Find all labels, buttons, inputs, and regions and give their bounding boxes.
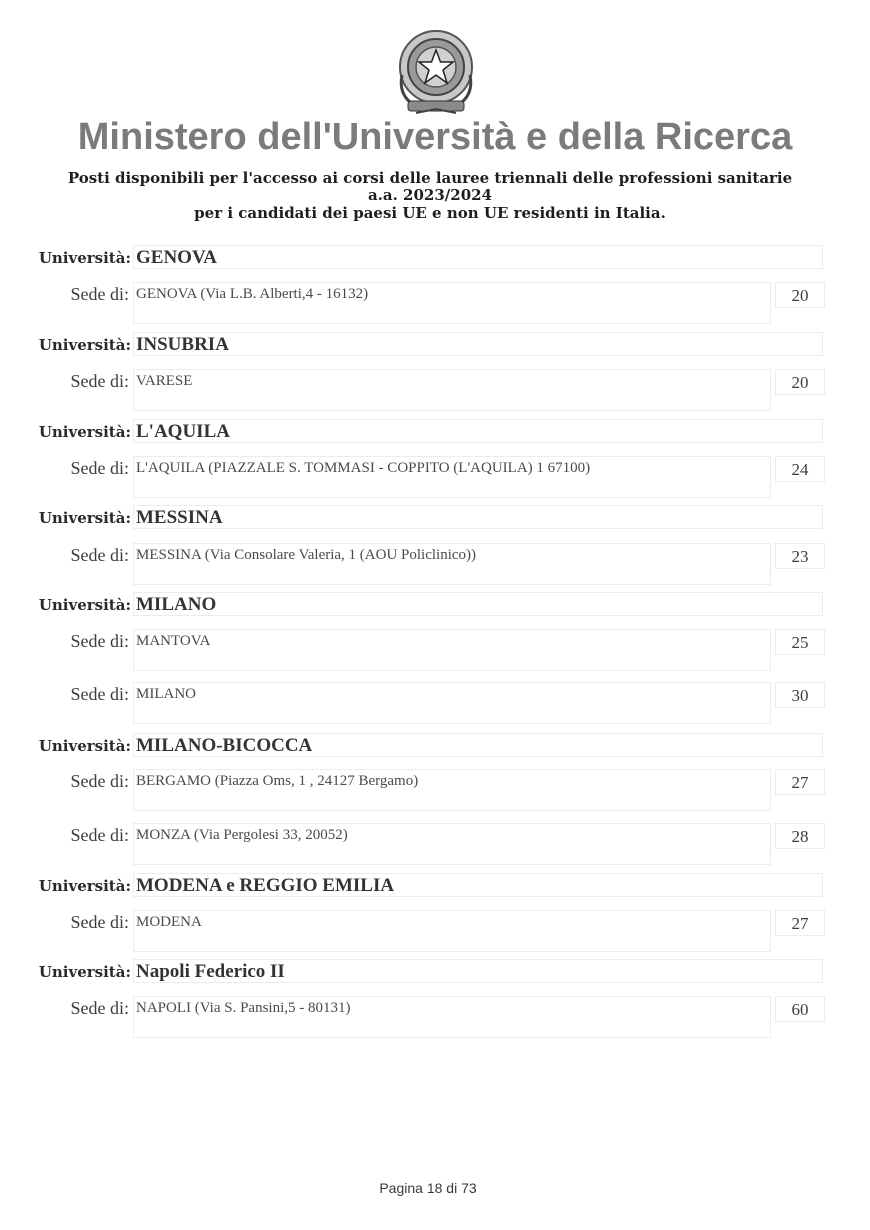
university-name-field: MILANO-BICOCCA: [133, 733, 823, 757]
university-name-field: MESSINA: [133, 505, 823, 529]
universita-label: Università:: [38, 963, 131, 981]
posti-field: 24: [775, 456, 825, 482]
subtitle-line-3: per i candidati dei paesi UE e non UE residenti in Italia.: [194, 204, 666, 222]
page-number: Pagina 18 di 73: [379, 1180, 477, 1196]
posti-field: 30: [775, 682, 825, 708]
italian-republic-emblem-icon: [392, 25, 480, 120]
universita-label: Università:: [38, 737, 131, 755]
university-name-field: INSUBRIA: [133, 332, 823, 356]
sede-field: NAPOLI (Via S. Pansini,5 - 80131): [133, 996, 771, 1038]
posti-field: 20: [775, 369, 825, 395]
university-name-field: Napoli Federico II: [133, 959, 823, 983]
universita-label: Università:: [38, 423, 131, 441]
subtitle-line-1: Posti disponibili per l'accesso ai corsi delle lauree triennali delle professioni sanitarie: [67, 169, 793, 187]
posti-field: 28: [775, 823, 825, 849]
university-name-field: L'AQUILA: [133, 419, 823, 443]
ministry-title: Ministero dell'Università e della Ricerca: [77, 116, 793, 158]
posti-field: 23: [775, 543, 825, 569]
posti-field: 27: [775, 910, 825, 936]
posti-field: 60: [775, 996, 825, 1022]
posti-field: 25: [775, 629, 825, 655]
university-name-field: GENOVA: [133, 245, 823, 269]
sede-field: VARESE: [133, 369, 771, 411]
universita-label: Università:: [38, 877, 131, 895]
sede-label: Sede di:: [70, 998, 129, 1018]
universita-label: Università:: [38, 336, 131, 354]
university-name-field: MODENA e REGGIO EMILIA: [133, 873, 823, 897]
sede-label: Sede di:: [70, 631, 129, 651]
sede-field: BERGAMO (Piazza Oms, 1 , 24127 Bergamo): [133, 769, 771, 811]
sede-label: Sede di:: [70, 825, 129, 845]
sede-label: Sede di:: [70, 771, 129, 791]
sede-field: MONZA (Via Pergolesi 33, 20052): [133, 823, 771, 865]
academic-year: a.a. 2023/2024: [367, 186, 493, 204]
sede-field: MANTOVA: [133, 629, 771, 671]
universita-label: Università:: [38, 596, 131, 614]
sede-field: L'AQUILA (PIAZZALE S. TOMMASI - COPPITO (L'AQUILA) 1 67100): [133, 456, 771, 498]
universita-label: Università:: [38, 509, 131, 527]
sede-field: MESSINA (Via Consolare Valeria, 1 (AOU Policlinico)): [133, 543, 771, 585]
sede-label: Sede di:: [70, 545, 129, 565]
sede-label: Sede di:: [70, 284, 129, 304]
sede-field: MODENA: [133, 910, 771, 952]
universita-label: Università:: [38, 249, 131, 267]
university-name-field: MILANO: [133, 592, 823, 616]
sede-field: MILANO: [133, 682, 771, 724]
sede-field: GENOVA (Via L.B. Alberti,4 - 16132): [133, 282, 771, 324]
sede-label: Sede di:: [70, 912, 129, 932]
posti-field: 27: [775, 769, 825, 795]
posti-field: 20: [775, 282, 825, 308]
sede-label: Sede di:: [70, 684, 129, 704]
sede-label: Sede di:: [70, 458, 129, 478]
sede-label: Sede di:: [70, 371, 129, 391]
